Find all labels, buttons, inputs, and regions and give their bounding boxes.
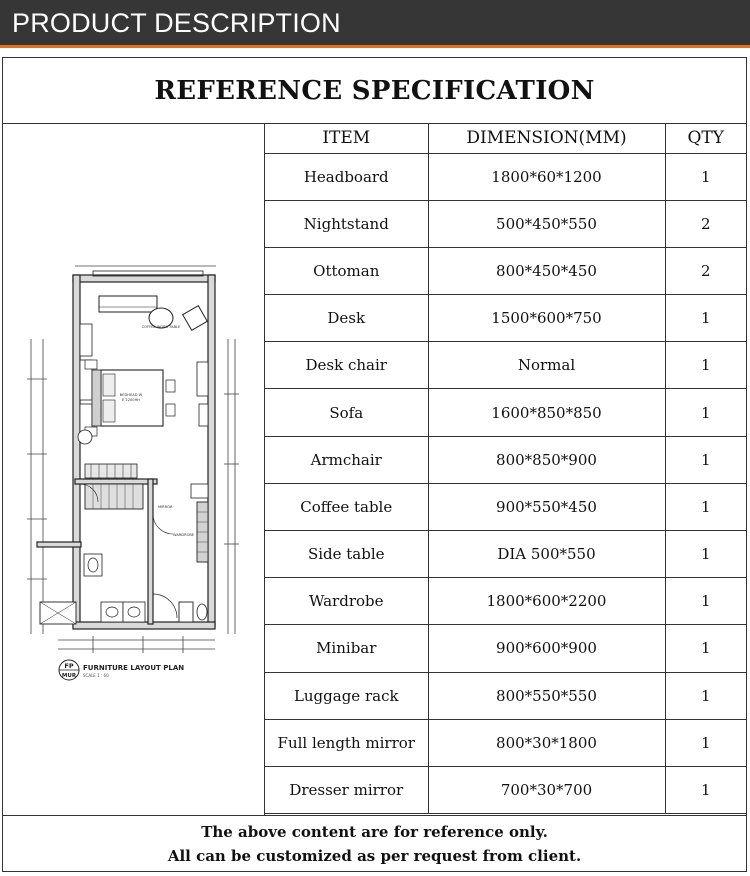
item-cell: Desk xyxy=(265,295,428,342)
qty-cell: 1 xyxy=(665,766,746,813)
dimension-cell: 900*600*900 xyxy=(428,625,665,672)
table-row xyxy=(265,247,746,294)
spec-sheet xyxy=(2,57,747,872)
disclaimer-line-2: All can be customized as per request from client. xyxy=(167,847,582,865)
qty-cell: 1 xyxy=(665,719,746,766)
item-cell: Full length mirror xyxy=(265,719,428,766)
table-row xyxy=(265,483,746,530)
qty-cell: 1 xyxy=(665,153,746,200)
table-row xyxy=(265,625,746,672)
disclaimer-line-1: The above content are for reference only. xyxy=(201,823,548,841)
item-cell: Sofa xyxy=(265,389,428,436)
qty-cell: 1 xyxy=(665,483,746,530)
dimension-cell: DIA 500*550 xyxy=(428,531,665,578)
dimension-cell: 1800*60*1200 xyxy=(428,153,665,200)
dimension-cell: 800*550*550 xyxy=(428,672,665,719)
reference-title: REFERENCE SPECIFICATION xyxy=(3,58,746,124)
table-row xyxy=(265,719,746,766)
column-header-item: ITEM xyxy=(265,124,428,153)
item-cell: Nightstand xyxy=(265,200,428,247)
qty-cell: 1 xyxy=(665,672,746,719)
table-row xyxy=(265,295,746,342)
table-row xyxy=(265,672,746,719)
dimension-cell: 800*450*450 xyxy=(428,247,665,294)
item-cell: Luggage rack xyxy=(265,672,428,719)
qty-cell: 1 xyxy=(665,342,746,389)
plan-badge-bottom: MUR xyxy=(61,673,77,679)
qty-cell: 1 xyxy=(665,436,746,483)
plan-title: FURNITURE LAYOUT PLAN xyxy=(83,664,185,672)
plan-badge-top: FP xyxy=(64,662,74,670)
svg-text:E 2200HH: E 2200HH xyxy=(122,398,140,402)
column-header-qty: QTY xyxy=(665,124,746,153)
dimension-cell: 800*30*1800 xyxy=(428,719,665,766)
dimension-cell: 700*30*700 xyxy=(428,766,665,813)
qty-cell: 1 xyxy=(665,531,746,578)
table-row xyxy=(265,389,746,436)
item-cell: Wardrobe xyxy=(265,578,428,625)
dimension-cell: 1500*600*750 xyxy=(428,295,665,342)
dimension-cell: 500*450*550 xyxy=(428,200,665,247)
dimension-cell: 900*550*450 xyxy=(428,483,665,530)
svg-text:BEDHEAD W: BEDHEAD W xyxy=(119,393,143,397)
item-cell: Ottoman xyxy=(265,247,428,294)
table-row xyxy=(265,531,746,578)
dimension-cell: 1600*850*850 xyxy=(428,389,665,436)
table-row xyxy=(265,342,746,389)
table-row xyxy=(265,200,746,247)
specification-table xyxy=(265,124,746,814)
qty-cell: 1 xyxy=(665,625,746,672)
furniture-layout-plan-drawing xyxy=(3,124,265,815)
dimension-cell: 800*850*900 xyxy=(428,436,665,483)
dimension-cell: Normal xyxy=(428,342,665,389)
floor-plan-cell xyxy=(3,124,265,815)
svg-text:COFFEE WORK TABLE: COFFEE WORK TABLE xyxy=(141,325,181,329)
disclaimer-footer xyxy=(3,815,746,871)
item-cell: Desk chair xyxy=(265,342,428,389)
svg-text:WARDROBE: WARDROBE xyxy=(173,533,195,537)
item-cell: Minibar xyxy=(265,625,428,672)
page-title: PRODUCT DESCRIPTION xyxy=(12,8,341,38)
column-header-dimension: DIMENSION(MM) xyxy=(428,124,665,153)
item-cell: Headboard xyxy=(265,153,428,200)
table-row xyxy=(265,578,746,625)
item-cell: Coffee table xyxy=(265,483,428,530)
svg-text:MIRROR: MIRROR xyxy=(158,505,173,509)
qty-cell: 1 xyxy=(665,389,746,436)
table-row xyxy=(265,766,746,813)
qty-cell: 2 xyxy=(665,247,746,294)
item-cell: Dresser mirror xyxy=(265,766,428,813)
plan-scale: SCALE 1 : 60 xyxy=(83,673,109,678)
table-row xyxy=(265,436,746,483)
dimension-cell: 1800*600*2200 xyxy=(428,578,665,625)
qty-cell: 2 xyxy=(665,200,746,247)
item-cell: Side table xyxy=(265,531,428,578)
qty-cell: 1 xyxy=(665,578,746,625)
table-header-row xyxy=(265,124,746,153)
item-cell: Armchair xyxy=(265,436,428,483)
qty-cell: 1 xyxy=(665,295,746,342)
header-bar xyxy=(0,0,750,48)
table-row xyxy=(265,153,746,200)
